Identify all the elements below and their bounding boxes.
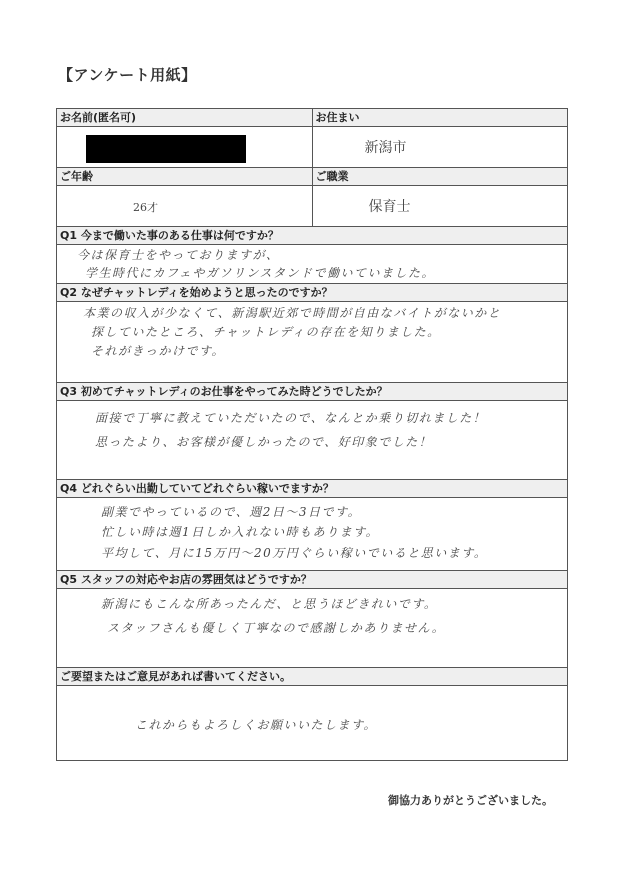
question-5-cell	[57, 571, 567, 667]
residence-cell	[312, 109, 568, 167]
question-1-label: Q1 今まで働いた事のある仕事は何ですか？	[57, 227, 567, 245]
question-5-label: Q5 スタッフの対応やお店の雰囲気はどうですか？	[57, 571, 567, 589]
occupation-cell	[312, 168, 568, 226]
answer-line: それがきっかけです。	[91, 344, 226, 358]
occupation-value: 保育士	[368, 199, 411, 215]
comments-label: ご要望またはご意見があれば書いてください。	[57, 668, 567, 686]
answer-line: 学生時代にカフェやガソリンスタンドで働いていました。	[85, 266, 436, 280]
answer-line: 面接で丁寧に教えていただいたので、なんとか乗り切れました！	[95, 411, 487, 425]
name-value	[57, 127, 312, 167]
name-label: お名前(匿名可)	[57, 109, 312, 127]
occupation-label: ご職業	[313, 168, 568, 186]
question-1-cell	[57, 227, 567, 283]
answer-line: スタッフさんも優しく丁寧なので感謝しかありません。	[107, 621, 446, 635]
age-label: ご年齢	[57, 168, 312, 186]
survey-form	[56, 108, 568, 761]
profile-row-1	[57, 109, 567, 168]
comments-answer	[57, 686, 567, 760]
comments	[57, 668, 567, 760]
answer-line: 今は保育士をやっておりますが、	[77, 248, 280, 262]
profile-row-2	[57, 168, 567, 227]
answer-line: 平均して、月に15万円～20万円ぐらい稼いでいると思います。	[101, 546, 488, 560]
question-2-answer	[57, 302, 567, 382]
age-value-box	[57, 186, 312, 226]
question-3-cell	[57, 383, 567, 479]
answer-line: これからもよろしくお願いいたします。	[135, 718, 378, 732]
answer-line: 本業の収入が少なくて、新潟駅近郊で時間が自由なバイトがないかと	[83, 306, 502, 320]
document-title: 【アンケート用紙】	[58, 66, 197, 84]
residence-value: 新潟市	[364, 140, 407, 156]
age-cell	[57, 168, 312, 226]
question-3-answer	[57, 401, 567, 479]
answer-line: 忙しい時は週1日しか入れない時もあります。	[101, 525, 380, 539]
question-3	[57, 383, 567, 480]
question-2-label: Q2 なぜチャットレディを始めようと思ったのですか？	[57, 284, 567, 302]
question-2	[57, 284, 567, 383]
age-value: 26才	[133, 201, 158, 214]
comments-cell	[57, 668, 567, 760]
answer-line: 思ったより、お客様が優しかったので、好印象でした！	[95, 435, 433, 449]
residence-value-box	[313, 127, 568, 167]
question-4-answer	[57, 498, 567, 570]
name-cell	[57, 109, 312, 167]
occupation-value-box	[313, 186, 568, 226]
question-4	[57, 480, 567, 571]
residence-label: お住まい	[313, 109, 568, 127]
question-1	[57, 227, 567, 284]
answer-line: 探していたところ、チャットレディの存在を知りました。	[91, 325, 441, 339]
question-1-answer	[57, 245, 567, 283]
answer-line: 新潟にもこんな所あったんだ、と思うほどきれいです。	[101, 597, 438, 611]
answer-line: 副業でやっているので、週2日～3日です。	[101, 505, 362, 519]
closing-message: 御協力ありがとうございました。	[388, 794, 553, 807]
question-3-label: Q3 初めてチャットレディのお仕事をやってみた時どうでしたか？	[57, 383, 567, 401]
question-2-cell	[57, 284, 567, 382]
question-5-answer	[57, 589, 567, 667]
question-5	[57, 571, 567, 668]
question-4-cell	[57, 480, 567, 570]
name-redaction-bar	[86, 135, 246, 163]
question-4-label: Q4 どれぐらい出勤していてどれぐらい稼いでますか？	[57, 480, 567, 498]
